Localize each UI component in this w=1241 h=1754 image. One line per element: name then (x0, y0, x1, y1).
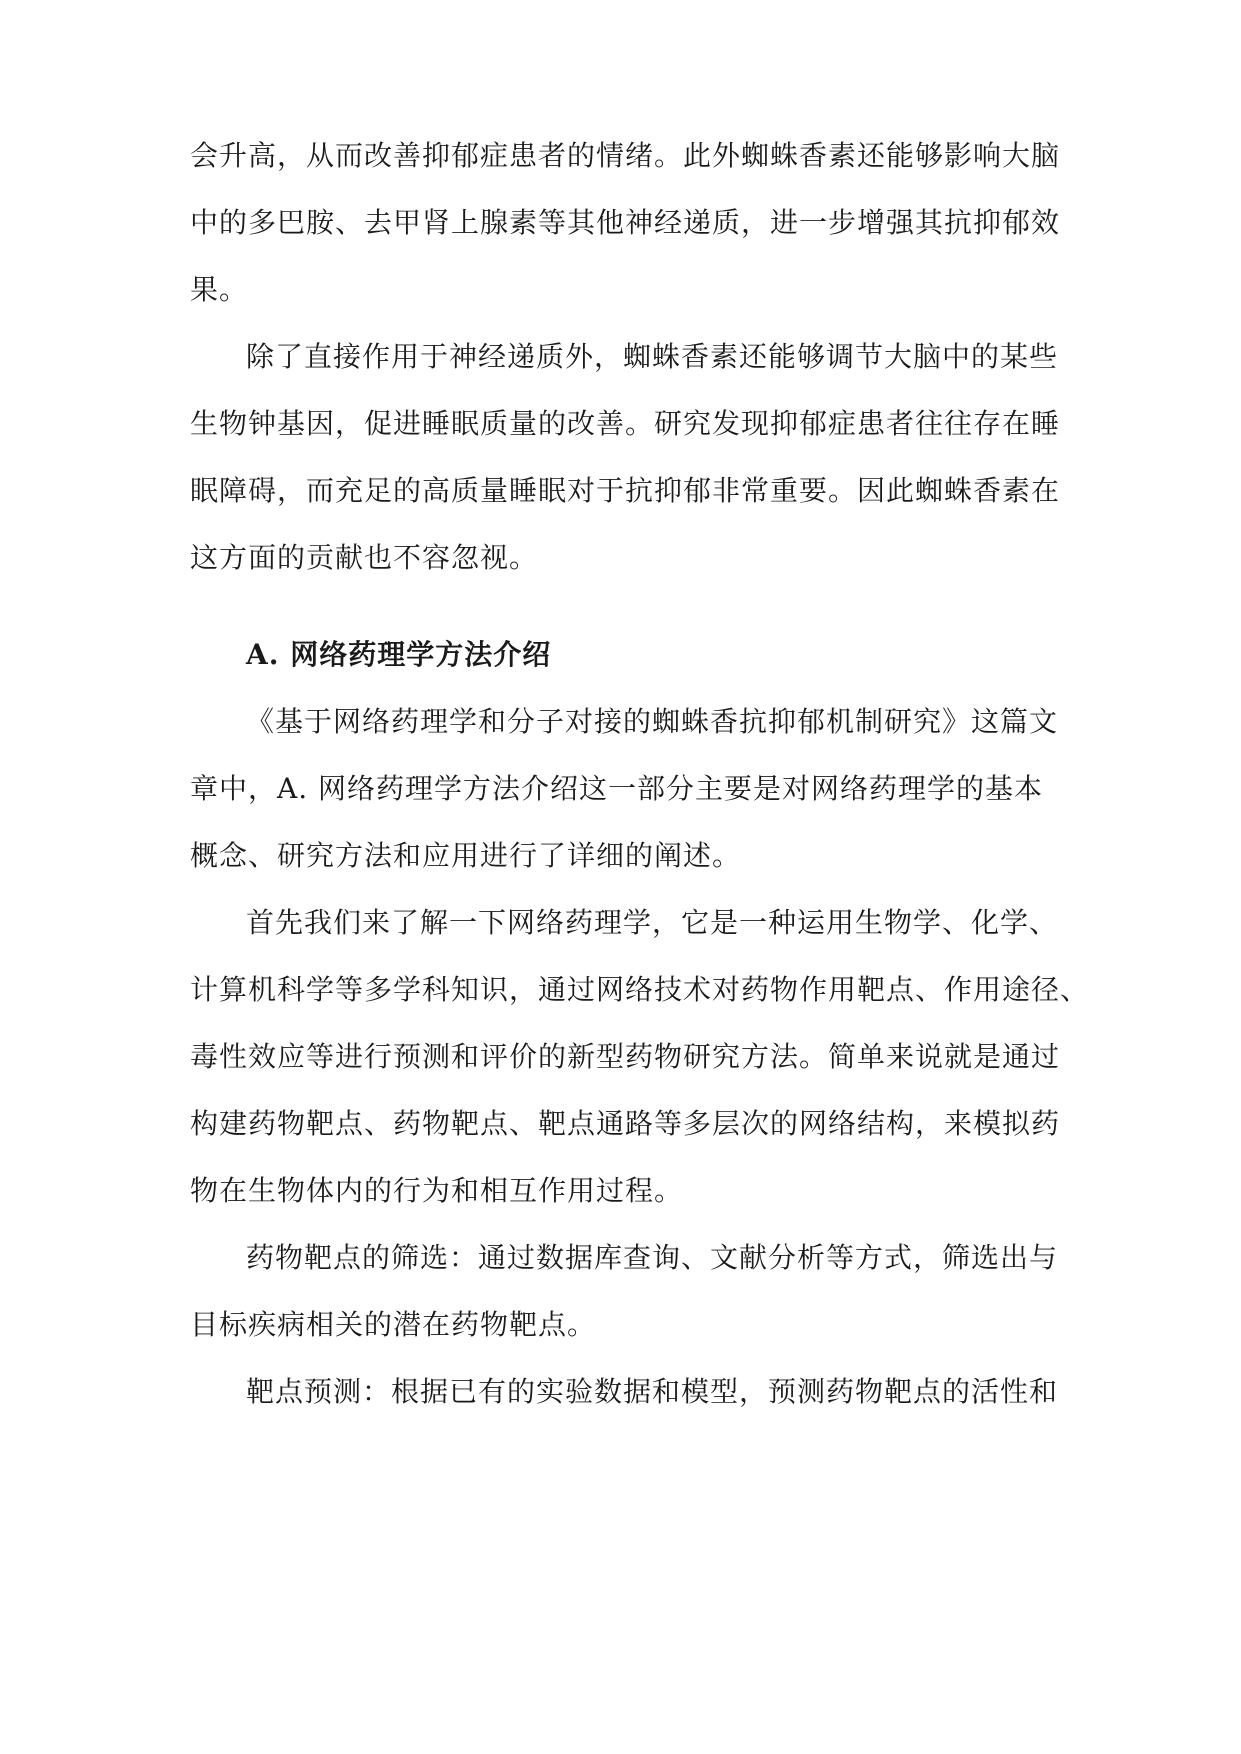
text-line: 生物钟基因，促进睡眠质量的改善。研究发现抑郁症患者往往存在睡 (190, 407, 1061, 440)
text-line: 物在生物体内的行为和相互作用过程。 (190, 1174, 684, 1207)
text-line: 首先我们来了解一下网络药理学，它是一种运用生物学、化学、 (246, 906, 1059, 939)
text-line: 药物靶点的筛选：通过数据库查询、文献分析等方式，筛选出与 (246, 1241, 1059, 1274)
text-line: 目标疾病相关的潜在药物靶点。 (190, 1308, 597, 1341)
text-line: 靶点预测：根据已有的实验数据和模型，预测药物靶点的活性和 (246, 1375, 1059, 1408)
text-line: 概念、研究方法和应用进行了详细的阐述。 (190, 839, 742, 872)
text-line: 毒性效应等进行预测和评价的新型药物研究方法。简单来说就是通过 (190, 1040, 1061, 1073)
text-line: 中的多巴胺、去甲肾上腺素等其他神经递质，进一步增强其抗抑郁效 (190, 206, 1061, 239)
text-line: 眠障碍，而充足的高质量睡眠对于抗抑郁非常重要。因此蜘蛛香素在 (190, 474, 1061, 507)
text-line: 会升高，从而改善抑郁症患者的情绪。此外蜘蛛香素还能够影响大脑 (190, 139, 1061, 172)
text-line: 《基于网络药理学和分子对接的蜘蛛香抗抑郁机制研究》这篇文 (246, 705, 1059, 738)
text-line: 计算机科学等多学科知识，通过网络技术对药物作用靶点、作用途径、 (190, 973, 1090, 1006)
section-heading: A. 网络药理学方法介绍 (246, 638, 552, 671)
text-line: 构建药物靶点、药物靶点、靶点通路等多层次的网络结构，来模拟药 (190, 1107, 1061, 1140)
text-line: 章中，A. 网络药理学方法介绍这一部分主要是对网络药理学的基本 (190, 772, 1044, 805)
text-line: 果。 (190, 273, 249, 306)
text-line: 除了直接作用于神经递质外，蜘蛛香素还能够调节大脑中的某些 (246, 340, 1059, 373)
text-line: 这方面的贡献也不容忽视。 (190, 541, 539, 574)
